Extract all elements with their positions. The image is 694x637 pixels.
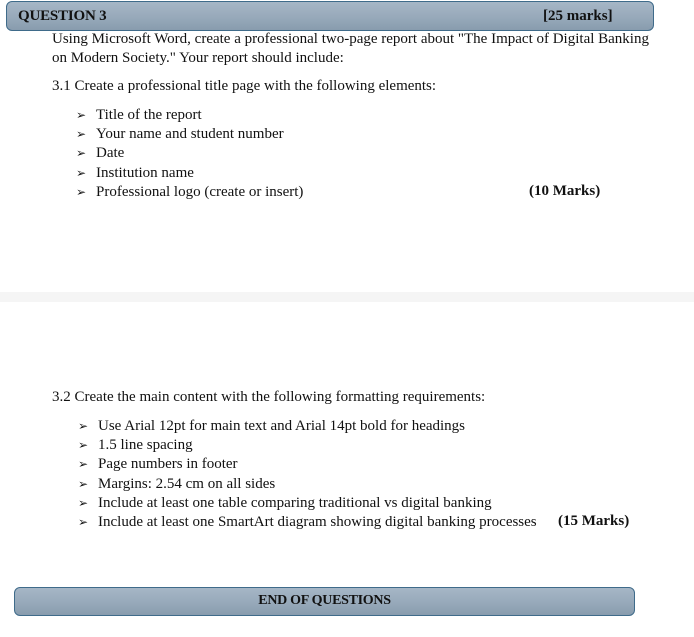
- arrow-bullet-icon: ➢: [78, 419, 89, 433]
- question-header-banner: [6, 1, 654, 31]
- arrow-bullet-icon: ➢: [78, 514, 89, 529]
- arrow-bullet-icon: ➢: [76, 127, 87, 142]
- page-break: [0, 292, 694, 302]
- list-item: ➢ Include at least one table comparing traditional vs digital banking: [78, 494, 492, 511]
- question-title: QUESTION 3: [18, 8, 107, 24]
- list-item: ➢ Institution name: [76, 164, 194, 181]
- list-item: ➢ Page numbers in footer: [78, 456, 238, 473]
- list-item: ➢ Use Arial 12pt for main text and Arial 14pt bold for headings: [78, 418, 466, 434]
- list-item: ➢ Margins: 2.54 cm on all sides: [78, 475, 276, 492]
- list-item: ➢ Date: [76, 145, 125, 162]
- arrow-bullet-icon: ➢: [76, 146, 87, 161]
- arrow-bullet-icon: ➢: [76, 108, 87, 122]
- list-item: ➢ Professional logo (create or insert): [76, 183, 304, 200]
- arrow-bullet-icon: ➢: [78, 457, 89, 472]
- list-item: ➢ Your name and student number: [76, 126, 284, 143]
- section-3-2-list: [78, 417, 537, 532]
- arrow-bullet-icon: ➢: [78, 476, 89, 491]
- intro-line-1: Using Microsoft Word, create a professional two-page report about "The Impact of Digital Banking: [52, 31, 649, 47]
- end-of-questions-banner: [14, 587, 635, 616]
- section-3-2-marks: (15 Marks): [558, 513, 630, 529]
- arrow-bullet-icon: ➢: [76, 184, 87, 199]
- end-of-questions-label: END OF QUESTIONS: [258, 593, 391, 608]
- arrow-bullet-icon: ➢: [78, 438, 89, 453]
- list-item: ➢ Include at least one SmartArt diagram showing digital banking processes: [78, 513, 537, 530]
- arrow-bullet-icon: ➢: [78, 495, 89, 510]
- section-3-1-heading: 3.1 Create a professional title page with the following elements:: [52, 78, 437, 94]
- list-item: ➢ Title of the report: [76, 107, 202, 123]
- question-intro: [52, 30, 649, 68]
- section-3-1-marks: (10 Marks): [529, 183, 601, 199]
- section-3-1-list: [76, 106, 303, 202]
- list-item: ➢ 1.5 line spacing: [78, 437, 193, 454]
- intro-line-2: on Modern Society." Your report should include:: [52, 50, 344, 66]
- arrow-bullet-icon: ➢: [76, 165, 87, 180]
- question-total-marks: [25 marks]: [543, 8, 613, 24]
- section-3-2-heading: 3.2 Create the main content with the following formatting requirements:: [52, 389, 486, 405]
